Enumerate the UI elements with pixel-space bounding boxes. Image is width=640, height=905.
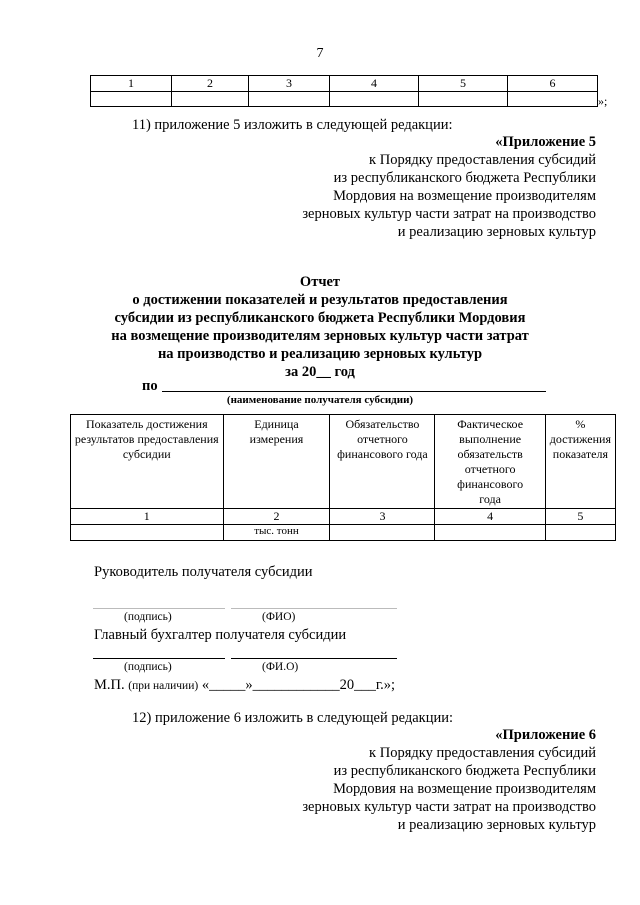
report-year: за 20__ год (285, 364, 355, 380)
top-table-col-2: 2 (172, 76, 249, 92)
column-number: 3 (330, 509, 435, 525)
table-cell (545, 525, 615, 541)
recipient-po-label: по (142, 378, 158, 394)
appendix-6-line: к Порядку предоставления субсидий (369, 745, 596, 761)
item-12-text: 12) приложение 6 изложить в следующей редакции: (132, 710, 454, 726)
table-cell (330, 525, 435, 541)
appendix-6-line: из республиканского бюджета Республики (333, 763, 596, 779)
stamp-note: (при наличии) (128, 680, 199, 692)
top-table-cell (330, 92, 419, 107)
column-number: 4 (435, 509, 545, 525)
fio-caption: (ФИО) (262, 611, 296, 623)
recipient-name-line (162, 391, 546, 392)
head-label: Руководитель получателя субсидии (94, 564, 313, 580)
header-actual: Фактическое выполнение обязательств отчетного финансового года (435, 415, 545, 509)
report-title-line: субсидии из республиканского бюджета Республики Мордовия (114, 310, 526, 326)
fio-caption: (ФИ.О) (262, 661, 299, 673)
column-number: 1 (71, 509, 224, 525)
stamp-date: «_____»____________20___г.»; (201, 677, 396, 693)
top-table-cell (508, 92, 598, 107)
header-indicator: Показатель достижения результатов предоставления субсидии (71, 415, 224, 509)
recipient-caption: (наименование получателя субсидии) (226, 394, 414, 406)
signature-line (93, 658, 225, 659)
appendix-6-line: и реализацию зерновых культур (397, 817, 596, 833)
fio-line (231, 608, 397, 609)
appendix-6-line: зерновых культур части затрат на производство (302, 799, 596, 815)
appendix-5-title: «Приложение 5 (495, 134, 596, 150)
report-title-line: о достижении показателей и результатов предоставления (132, 292, 508, 308)
top-table-col-1: 1 (91, 76, 172, 92)
accountant-label: Главный бухгалтер получателя субсидии (94, 627, 347, 643)
column-number: 5 (545, 509, 615, 525)
top-table-col-6: 6 (508, 76, 598, 92)
appendix-5-line: к Порядку предоставления субсидий (369, 152, 596, 168)
report-title-line: на производство и реализацию зерновых культур (157, 346, 483, 362)
column-number: 2 (223, 509, 330, 525)
top-table-col-5: 5 (419, 76, 508, 92)
appendix-5-line: и реализацию зерновых культур (397, 224, 596, 240)
page-number: 7 (316, 46, 324, 61)
table-cell (71, 525, 224, 541)
table-cell (435, 525, 545, 541)
signature-caption: (подпись) (124, 611, 172, 623)
report-table (70, 414, 616, 541)
stamp-line (94, 676, 395, 695)
appendix-6-line: Мордовия на возмещение производителям (333, 781, 596, 797)
top-table (90, 75, 598, 107)
appendix-5-line: из республиканского бюджета Республики (333, 170, 596, 186)
appendix-5-line: зерновых культур части затрат на производство (302, 206, 596, 222)
fio-line (231, 658, 397, 659)
top-table-cell (249, 92, 330, 107)
stamp-label: М.П. (94, 677, 125, 693)
header-percent: % достижения показателя (545, 415, 615, 509)
unit-value: тыс. тонн (223, 525, 330, 541)
item-11-text: 11) приложение 5 изложить в следующей редакции: (132, 117, 453, 133)
top-table-cell (419, 92, 508, 107)
appendix-6-title: «Приложение 6 (495, 727, 596, 743)
header-unit: Единица измерения (223, 415, 330, 509)
report-title-line: на возмещение производителям зерновых культур части затрат (111, 328, 529, 344)
top-table-tail: »; (598, 94, 608, 108)
top-table-cell (172, 92, 249, 107)
appendix-5-line: Мордовия на возмещение производителям (333, 188, 596, 204)
top-table-col-4: 4 (330, 76, 419, 92)
signature-line (93, 608, 225, 609)
top-table-col-3: 3 (249, 76, 330, 92)
top-table-cell (91, 92, 172, 107)
signature-caption: (подпись) (124, 661, 172, 673)
header-obligation: Обязательство отчетного финансового года (330, 415, 435, 509)
report-title: Отчет (299, 274, 341, 290)
